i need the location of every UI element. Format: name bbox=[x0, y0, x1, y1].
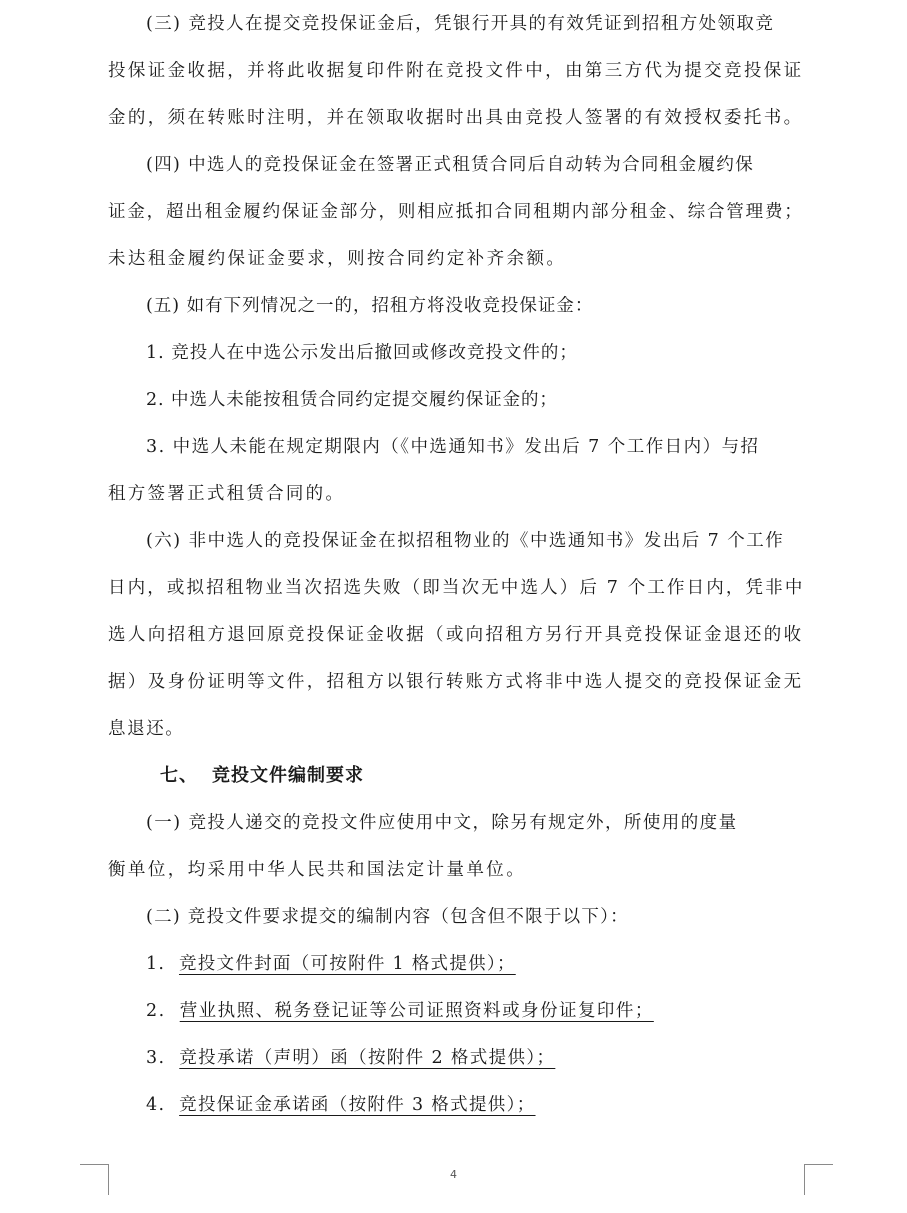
paragraph-4-line-3: 未达租金履约保证金要求，则按合同约定补齐余额。 bbox=[108, 249, 567, 269]
section-7-item-3 bbox=[146, 1046, 846, 1070]
section-7-number: 七、 bbox=[160, 765, 198, 786]
item-number: 4. bbox=[146, 1095, 166, 1115]
paragraph-4-line-2: 证金，超出租金履约保证金部分，则相应抵扣合同租期内部分租金、综合管理费； bbox=[108, 202, 804, 222]
paragraph-6-line-2: 日内，或拟招租物业当次招选失败（即当次无中选人）后 7 个工作日内，凭非中 bbox=[108, 578, 805, 598]
paragraph-4-line-1: (四) 中选人的竞投保证金在签署正式租赁合同后自动转为合同租金履约保 bbox=[146, 155, 755, 175]
section-7-item-2 bbox=[146, 999, 846, 1023]
paragraph-3-line-1: (三) 竞投人在提交竞投保证金后，凭银行开具的有效凭证到招租方处领取竞 bbox=[146, 14, 775, 34]
item-text: 竞投文件封面（可按附件 1 格式提供）； bbox=[178, 954, 516, 974]
paragraph-6-line-3: 选人向招租方退回原竞投保证金收据（或向招租方另行开具竞投保证金退还的收 bbox=[108, 625, 804, 645]
item-text: 竞投承诺（声明）函（按附件 2 格式提供）； bbox=[179, 1048, 556, 1068]
section-7-heading bbox=[160, 764, 364, 788]
section-7-sub-1-line-1: (一) 竞投人递交的竞投文件应使用中文，除另有规定外，所使用的度量 bbox=[146, 813, 738, 833]
paragraph-3-line-3: 金的，须在转账时注明，并在领取收据时出具由竞投人签署的有效授权委托书。 bbox=[108, 108, 804, 128]
paragraph-5-item-3-continued: 租方签署正式租赁合同的。 bbox=[108, 484, 346, 504]
paragraph-5-item-2: 2. 中选人未能按租赁合同约定提交履约保证金的； bbox=[146, 390, 558, 410]
item-text: 竞投保证金承诺函（按附件 3 格式提供）； bbox=[179, 1095, 536, 1115]
page-number: 4 bbox=[450, 1168, 457, 1181]
section-7-title: 竞投文件编制要求 bbox=[212, 765, 364, 786]
paragraph-6-line-1: (六) 非中选人的竞投保证金在拟招租物业的《中选通知书》发出后 7 个工作 bbox=[146, 531, 785, 551]
item-number: 3. bbox=[146, 1048, 166, 1068]
item-number: 2. bbox=[146, 1001, 166, 1021]
item-text: 营业执照、税务登记证等公司证照资料或身份证复印件； bbox=[179, 1001, 654, 1021]
paragraph-6-line-5: 息退还。 bbox=[108, 719, 185, 739]
section-7-item-1 bbox=[146, 952, 846, 976]
paragraph-6-line-4: 据）及身份证明等文件，招租方以银行转账方式将非中选人提交的竞投保证金无 bbox=[108, 672, 804, 692]
paragraph-5-item-3: 3. 中选人未能在规定期限内（《中选通知书》发出后 7 个工作日内）与招 bbox=[146, 437, 760, 457]
paragraph-5-intro: (五) 如有下列情况之一的，招租方将没收竞投保证金： bbox=[146, 296, 594, 316]
section-7-sub-2: (二) 竞投文件要求提交的编制内容（包含但不限于以下）： bbox=[146, 907, 629, 927]
paragraph-3-line-2: 投保证金收据，并将此收据复印件附在竞投文件中，由第三方代为提交竞投保证 bbox=[108, 61, 804, 81]
section-7-item-4 bbox=[146, 1093, 846, 1117]
paragraph-5-item-1: 1. 竞投人在中选公示发出后撤回或修改竞投文件的； bbox=[146, 343, 578, 363]
item-number: 1. bbox=[146, 954, 166, 974]
section-7-sub-1-line-2: 衡单位，均采用中华人民共和国法定计量单位。 bbox=[108, 860, 527, 880]
page-corner-mark-right bbox=[804, 1164, 833, 1195]
